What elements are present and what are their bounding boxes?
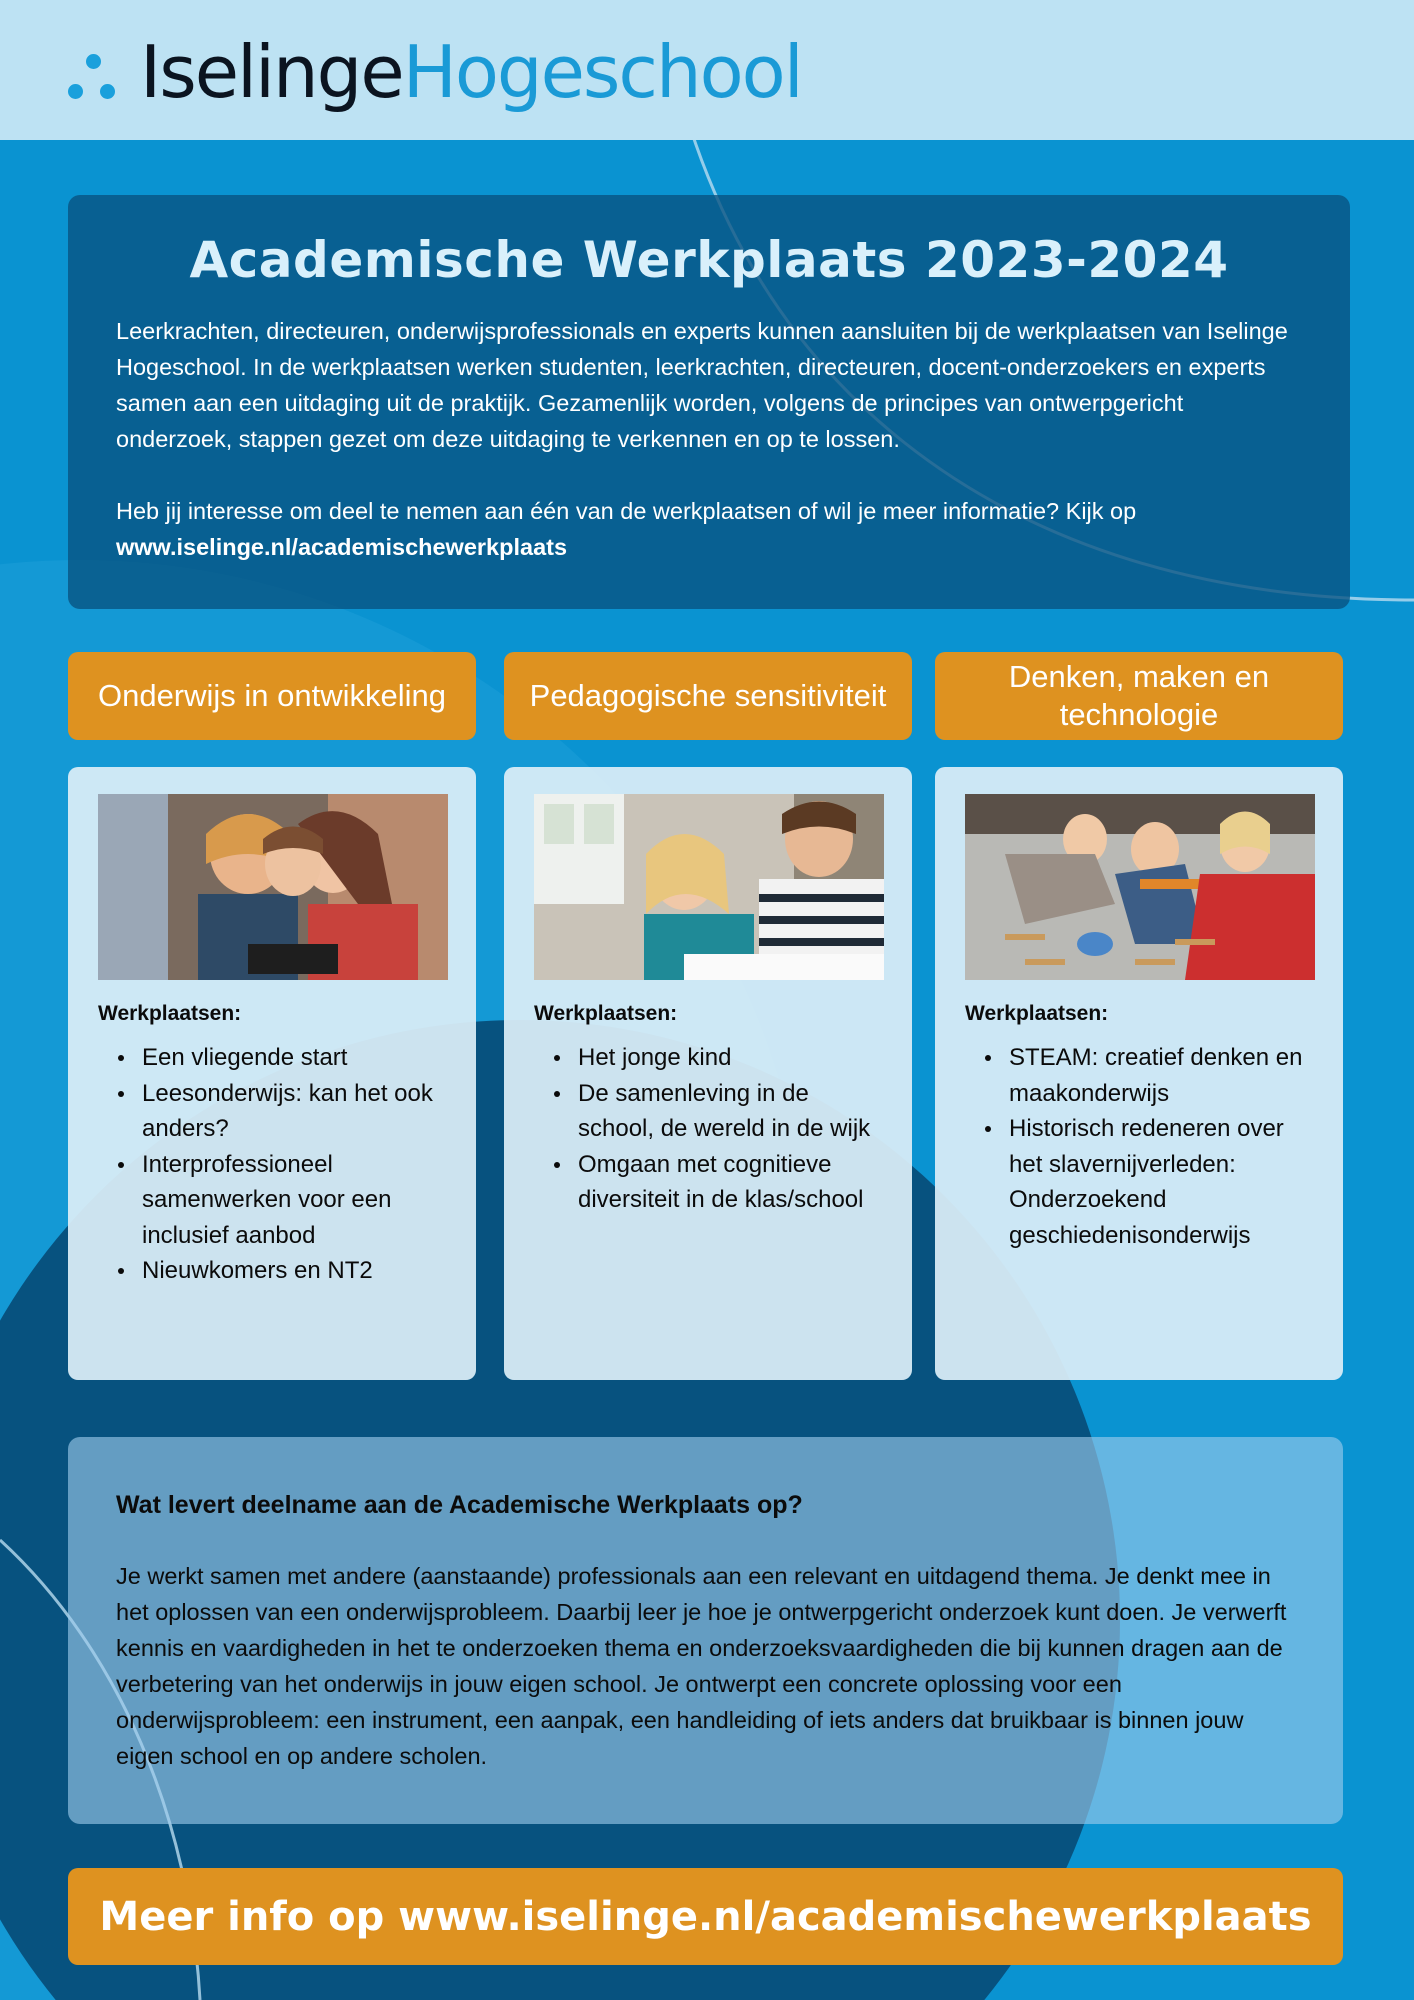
logo[interactable] (66, 32, 802, 112)
list-item: Leesonderwijs: kan het ook anders? (98, 1076, 448, 1147)
column-heading-pedagogisch: Pedagogische sensitiviteit (504, 652, 912, 740)
workshop-list (534, 1040, 884, 1218)
photo-children-robot-icon (965, 794, 1315, 980)
intro-interest-paragraph (116, 493, 1302, 565)
logo-part2: Hogeschool (402, 30, 802, 114)
list-item: Nieuwkomers en NT2 (98, 1253, 448, 1289)
workshop-list (965, 1040, 1315, 1253)
header-bar (0, 0, 1414, 140)
logo-dots-icon (66, 42, 120, 102)
benefits-title: Wat levert deelname aan de Academische Werkplaats op? (116, 1491, 803, 1519)
list-item: Interprofessioneel samenwerken voor een inclusief aanbod (98, 1147, 448, 1254)
column-heading-onderwijs: Onderwijs in ontwikkeling (68, 652, 476, 740)
column-heading-denken: Denken, maken en technologie (935, 652, 1343, 740)
benefits-box (68, 1437, 1343, 1824)
list-item: STEAM: creatief denken en maakonderwijs (965, 1040, 1315, 1111)
workshop-list (98, 1040, 448, 1289)
list-item: De samenleving in de school, de wereld in de wijk (534, 1076, 884, 1147)
workshop-card-pedagogisch (504, 767, 912, 1380)
workshop-card-onderwijs (68, 767, 476, 1380)
intro-paragraph: Leerkrachten, directeuren, onderwijsprofessionals en experts kunnen aansluiten bij de werkplaatsen van Iselinge Hogeschool. In de werkplaatsen werken studenten, leerkrachten, directeuren, docent-onderzoekers en experts samen aan een uitdaging uit de praktijk. Gezamenlijk worden, volgens de principes van ontwerpgericht onderzoek, stappen gezet om deze uitdaging te verkennen en op te lossen. (116, 318, 1288, 452)
intro-interest-text: Heb jij interesse om deel te nemen aan één van de werkplaatsen of wil je meer informatie? Kijk op (116, 498, 1137, 524)
card-subheading: Werkplaatsen: (534, 1002, 678, 1025)
logo-wordmark (140, 30, 802, 114)
card-subheading: Werkplaatsen: (965, 1002, 1109, 1025)
list-item: Historisch redeneren over het slavernijverleden: Onderzoekend geschiedenisonderwijs (965, 1111, 1315, 1253)
cta-banner[interactable]: Meer info op www.iselinge.nl/academischewerkplaats (68, 1868, 1343, 1965)
intro-box (68, 195, 1350, 609)
benefits-text: Je werkt samen met andere (aanstaande) professionals aan een relevant en uitdagend thema. Je denkt mee in het oplossen van een onderwijsprobleem. Daarbij leer je hoe je ontwerpgericht onderzoek kunt doen. Je verwerft kennis en vaardigheden in het te onderzoeken thema en onderzoeksvaardigheden die bij kunnen dragen aan de verbetering van het onderwijs in jouw eigen school. Je ontwerpt een concrete oplossing voor een onderwijsprobleem: een instrument, een aanpak, een handleiding of iets anders dat bruikbaar is binnen jouw eigen school en op andere scholen. (116, 1563, 1287, 1769)
photo-teacher-child-icon (534, 794, 884, 980)
workshop-card-denken (935, 767, 1343, 1380)
photo-children-tablet-icon (98, 794, 448, 980)
list-item: Omgaan met cognitieve diversiteit in de klas/school (534, 1147, 884, 1218)
logo-part1: Iselinge (140, 30, 403, 114)
page-title: Academische Werkplaats 2023-2024 (189, 231, 1229, 289)
card-subheading: Werkplaatsen: (98, 1002, 242, 1025)
intro-url-link[interactable]: www.iselinge.nl/academischewerkplaats (116, 534, 568, 560)
list-item: Een vliegende start (98, 1040, 448, 1076)
list-item: Het jonge kind (534, 1040, 884, 1076)
